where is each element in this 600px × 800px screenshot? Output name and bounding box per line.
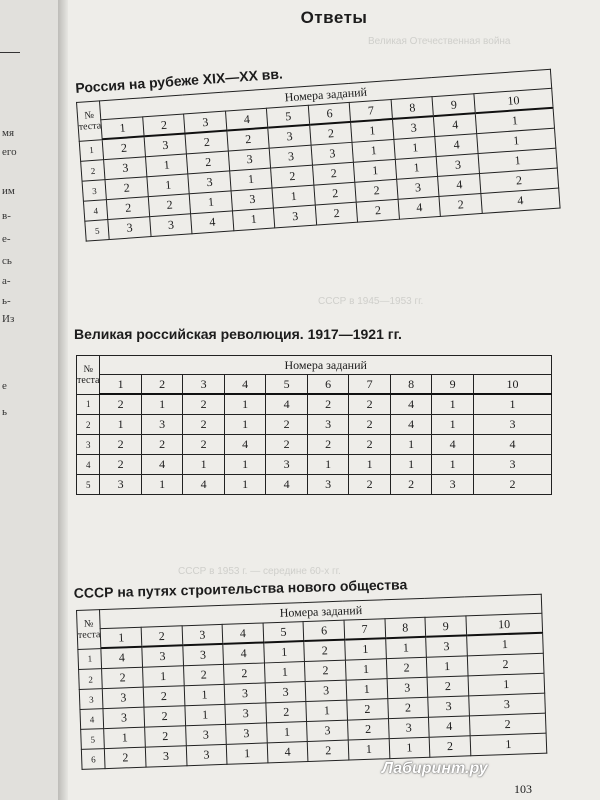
- answer-cell: 2: [347, 699, 388, 720]
- answer-cell: 1: [432, 394, 474, 415]
- answer-cell: 2: [347, 719, 388, 740]
- answer-cell: 1: [141, 475, 183, 495]
- adjacent-page: [0, 0, 59, 800]
- answer-cell: 1: [264, 641, 305, 663]
- left-page-fragment: е-: [2, 233, 11, 245]
- answer-cell: 4: [266, 475, 308, 495]
- task-number: 1: [101, 117, 144, 139]
- answer-cell: 3: [186, 744, 227, 765]
- answer-cell: 1: [143, 666, 184, 687]
- answer-cell: 2: [102, 667, 143, 688]
- answer-cell: 1: [395, 156, 438, 179]
- answer-cell: 2: [473, 475, 551, 495]
- answer-cell: 1: [389, 737, 430, 758]
- answer-cell: 1: [352, 139, 395, 162]
- answer-cell: 2: [349, 435, 391, 455]
- task-number: 10: [466, 613, 543, 635]
- test-number: 5: [81, 729, 105, 750]
- answer-cell: 3: [103, 687, 144, 708]
- answer-cell: 1: [145, 154, 188, 177]
- task-numbers-row: [77, 375, 552, 395]
- answer-cell: 2: [305, 660, 346, 681]
- answer-cell: 2: [467, 653, 544, 676]
- answer-cell: 4: [224, 435, 266, 455]
- answer-cell: 3: [228, 148, 271, 171]
- task-number: 2: [141, 375, 183, 395]
- page-title: Ответы: [300, 8, 368, 27]
- table-row: [77, 394, 552, 415]
- show-through-text: СССР в 1953 г. — середине 60-х гг.: [178, 566, 341, 577]
- book-gutter: [58, 0, 68, 800]
- answer-cell: 1: [475, 108, 554, 134]
- answers-table: [76, 355, 552, 495]
- answer-cell: 3: [274, 205, 317, 228]
- answer-cell: 4: [191, 211, 234, 234]
- answer-cell: 2: [349, 394, 391, 415]
- answer-cell: 2: [469, 713, 546, 736]
- task-number: 9: [425, 616, 466, 637]
- answer-cell: 3: [469, 693, 546, 716]
- answer-cell: 2: [479, 168, 558, 193]
- test-number: 3: [77, 435, 100, 455]
- test-number: 1: [77, 394, 100, 415]
- answer-cell: 3: [270, 145, 313, 168]
- answer-cell: 3: [473, 415, 551, 435]
- task-number: 3: [184, 111, 227, 133]
- answer-cell: 2: [145, 726, 186, 747]
- answer-cell: 2: [100, 455, 142, 475]
- answer-cell: 1: [470, 733, 547, 756]
- answer-cell: 3: [150, 214, 193, 237]
- column-caption: Номера заданий: [100, 356, 552, 375]
- test-number: 6: [81, 749, 105, 770]
- test-number: 5: [77, 475, 100, 495]
- answer-cell: 1: [351, 119, 394, 142]
- test-number: 1: [79, 139, 104, 161]
- answer-cell: 1: [183, 455, 225, 475]
- test-number-header: № теста: [77, 356, 100, 395]
- answer-cell: 3: [225, 703, 266, 724]
- table-row: [77, 435, 552, 455]
- answer-cell: 3: [100, 475, 142, 495]
- answer-cell: 2: [349, 415, 391, 435]
- left-page-rule: [0, 52, 20, 53]
- answer-cell: 3: [428, 696, 469, 717]
- answer-cell: 1: [100, 415, 142, 435]
- answer-cell: 1: [224, 455, 266, 475]
- task-number: 7: [344, 619, 385, 640]
- answer-cell: 1: [468, 673, 545, 696]
- answer-cell: 3: [306, 680, 347, 701]
- answer-cell: 3: [397, 176, 440, 199]
- test-number: 2: [79, 669, 103, 690]
- answer-cell: 3: [182, 644, 223, 666]
- answer-cell: 4: [183, 475, 225, 495]
- answer-cell: 3: [144, 133, 187, 156]
- answer-cell: 3: [307, 415, 349, 435]
- task-number: 3: [183, 375, 225, 395]
- task-number: 6: [303, 620, 344, 641]
- answer-cell: 4: [434, 113, 477, 136]
- answer-cell: 1: [390, 435, 432, 455]
- left-page-fragment: ь: [2, 406, 8, 418]
- answer-cell: 1: [306, 700, 347, 721]
- answer-cell: 3: [226, 723, 267, 744]
- task-number: 8: [390, 375, 432, 395]
- task-number: 5: [266, 375, 308, 395]
- answer-cell: 2: [312, 162, 355, 185]
- answer-cell: 4: [101, 647, 142, 669]
- section-title: Великая российская революция. 1917—1921 гг.: [74, 326, 402, 342]
- answer-cell: 2: [107, 197, 150, 220]
- answer-cell: 2: [429, 736, 470, 757]
- answer-cell: 1: [345, 659, 386, 680]
- answer-cell: 3: [388, 717, 429, 738]
- answer-cell: 2: [103, 136, 146, 159]
- task-number: 8: [385, 617, 426, 638]
- answer-cell: 2: [357, 199, 400, 222]
- task-number: 3: [182, 624, 223, 645]
- left-page-fragment: ь-: [2, 295, 11, 307]
- answer-cell: 2: [266, 435, 308, 455]
- left-page-fragment: е: [2, 380, 7, 392]
- answer-cell: 1: [184, 684, 225, 705]
- answer-cell: 1: [232, 208, 275, 231]
- answer-cell: 1: [473, 394, 551, 415]
- answer-cell: 1: [466, 633, 543, 656]
- answer-cell: 2: [390, 475, 432, 495]
- answer-cell: 2: [183, 435, 225, 455]
- table-row: [77, 455, 552, 475]
- answer-cell: 2: [355, 179, 398, 202]
- test-number: 2: [81, 160, 106, 182]
- column-caption: Номера заданий: [100, 594, 542, 628]
- answer-cell: 2: [148, 194, 191, 217]
- answer-cell: 4: [438, 174, 481, 197]
- answer-cell: 2: [307, 394, 349, 415]
- answer-cell: 1: [264, 662, 305, 683]
- task-number: 1: [100, 375, 142, 395]
- page-number: 103: [514, 782, 532, 796]
- answer-cell: 4: [435, 134, 478, 157]
- task-number: 5: [263, 622, 304, 643]
- table-row: [77, 475, 552, 495]
- answer-cell: 1: [104, 727, 145, 748]
- answer-cell: 1: [427, 656, 468, 677]
- answer-cell: 3: [231, 188, 274, 211]
- answer-cell: 2: [105, 747, 146, 768]
- left-page-fragment: мя: [2, 127, 15, 139]
- task-number: 8: [391, 97, 434, 119]
- answers-table: [76, 594, 547, 770]
- publisher-watermark: Лабиринт.ру: [382, 760, 488, 777]
- answer-cell: 3: [432, 475, 474, 495]
- answer-cell: 1: [394, 137, 437, 160]
- answer-cell: 4: [223, 642, 264, 664]
- answer-cell: 3: [473, 455, 551, 475]
- answer-cell: 3: [142, 645, 183, 667]
- answer-cell: 1: [349, 455, 391, 475]
- answer-cell: 2: [387, 697, 428, 718]
- answer-cell: 2: [307, 435, 349, 455]
- answer-cell: 2: [266, 702, 307, 723]
- answer-cell: 1: [307, 455, 349, 475]
- answer-cell: 1: [185, 704, 226, 725]
- test-number: 2: [77, 415, 100, 435]
- task-number: 10: [473, 375, 551, 395]
- answer-cell: 3: [392, 116, 435, 139]
- answer-cell: 3: [188, 171, 231, 194]
- answer-cell: 3: [387, 677, 428, 698]
- answer-cell: 2: [271, 165, 314, 188]
- answer-cell: 3: [265, 682, 306, 703]
- answer-cell: 4: [390, 415, 432, 435]
- left-page-fragment: а-: [2, 275, 11, 287]
- answer-cell: 2: [187, 151, 230, 174]
- answer-cell: 3: [426, 635, 467, 657]
- answer-cell: 3: [104, 157, 147, 180]
- answer-cell: 1: [348, 739, 389, 760]
- task-number: 2: [141, 626, 182, 647]
- answer-cell: 3: [103, 707, 144, 728]
- answer-cell: 1: [224, 394, 266, 415]
- table-row: [77, 415, 552, 435]
- test-number: 1: [78, 648, 102, 669]
- answer-cell: 4: [267, 741, 308, 762]
- answer-cell: 1: [345, 638, 386, 660]
- show-through-text: СССР в 1945—1953 гг.: [318, 296, 424, 307]
- answer-cell: 4: [481, 188, 560, 213]
- answer-cell: 2: [144, 706, 185, 727]
- answer-cell: 2: [100, 435, 142, 455]
- answer-cell: 2: [183, 664, 224, 685]
- answer-cell: 2: [386, 657, 427, 678]
- task-number: 1: [101, 627, 142, 648]
- column-caption: Номера заданий: [100, 69, 552, 119]
- answer-cell: 2: [183, 415, 225, 435]
- left-page-fragment: сь: [2, 255, 12, 267]
- answer-cell: 3: [141, 415, 183, 435]
- answer-cell: 1: [226, 743, 267, 764]
- answer-cell: 2: [308, 740, 349, 761]
- answer-cell: 1: [477, 128, 556, 153]
- answer-cell: 1: [354, 159, 397, 182]
- test-number: 5: [85, 220, 110, 242]
- test-number: 3: [82, 180, 107, 202]
- answer-cell: 2: [227, 128, 270, 151]
- answer-cell: 1: [266, 722, 307, 743]
- answer-cell: 2: [349, 475, 391, 495]
- left-page-fragment: его: [2, 146, 17, 158]
- answer-cell: 2: [100, 394, 142, 415]
- show-through-text: Великая Отечественная война: [368, 36, 511, 47]
- task-number: 7: [350, 100, 393, 122]
- answer-cell: 2: [439, 193, 482, 216]
- answer-cell: 4: [398, 196, 441, 219]
- task-number: 9: [432, 375, 474, 395]
- answer-cell: 3: [145, 746, 186, 767]
- answer-cell: 2: [183, 394, 225, 415]
- task-number: 7: [349, 375, 391, 395]
- answers-table: [76, 69, 561, 242]
- answer-cell: 3: [311, 142, 354, 165]
- answer-cell: 2: [185, 131, 228, 154]
- test-number-header: № теста: [77, 610, 102, 649]
- answer-cell: 1: [432, 415, 474, 435]
- answer-cell: 1: [346, 679, 387, 700]
- test-number: 3: [79, 689, 103, 710]
- task-number: 4: [224, 375, 266, 395]
- task-number: 10: [474, 88, 553, 113]
- answer-cell: 1: [224, 475, 266, 495]
- answer-cell: 2: [141, 435, 183, 455]
- task-number: 4: [222, 623, 263, 644]
- test-number: 4: [80, 709, 104, 730]
- section-title: СССР на путях строительства нового общества: [73, 576, 408, 601]
- answer-cell: 2: [224, 663, 265, 684]
- left-page-fragment: им: [2, 185, 15, 197]
- answer-cell: 3: [224, 683, 265, 704]
- answer-cell: 4: [432, 435, 474, 455]
- answer-cell: 1: [478, 148, 557, 173]
- section-title: Россия на рубеже XIX—XX вв.: [74, 65, 284, 96]
- answer-cell: 1: [224, 415, 266, 435]
- task-number: 5: [267, 105, 310, 127]
- answer-cell: 4: [473, 435, 551, 455]
- left-page-fragment: в-: [2, 210, 11, 222]
- answer-cell: 1: [385, 637, 426, 659]
- answer-cell: 1: [230, 168, 273, 191]
- test-number: 4: [77, 455, 100, 475]
- answer-cell: 1: [432, 455, 474, 475]
- test-number-header: № теста: [77, 101, 103, 141]
- answer-cell: 4: [266, 394, 308, 415]
- answer-cell: 3: [268, 125, 311, 148]
- task-number: 4: [225, 108, 268, 130]
- answer-cell: 1: [147, 174, 190, 197]
- answer-cell: 2: [266, 415, 308, 435]
- answer-cell: 1: [272, 185, 315, 208]
- task-number: 6: [307, 375, 349, 395]
- answer-cell: 3: [437, 154, 480, 177]
- answer-cell: 2: [143, 686, 184, 707]
- answer-cell: 2: [314, 182, 357, 205]
- answers-page: [68, 0, 600, 800]
- answer-cell: 1: [141, 394, 183, 415]
- answer-cell: 4: [390, 394, 432, 415]
- left-page-fragment: Из: [2, 313, 15, 325]
- table-header-row: [77, 356, 552, 375]
- answer-cell: 3: [307, 720, 348, 741]
- answer-cell: 3: [108, 217, 151, 240]
- answer-cell: 1: [390, 455, 432, 475]
- answer-cell: 2: [427, 676, 468, 697]
- answer-cell: 2: [310, 122, 353, 145]
- answer-cell: 3: [307, 475, 349, 495]
- answer-cell: 2: [304, 640, 345, 662]
- answer-cell: 2: [105, 177, 148, 200]
- answer-cell: 3: [185, 724, 226, 745]
- answer-cell: 3: [266, 455, 308, 475]
- answer-cell: 1: [190, 191, 233, 214]
- answer-cell: 4: [429, 716, 470, 737]
- task-number: 2: [143, 114, 186, 136]
- answer-cell: 4: [141, 455, 183, 475]
- test-number: 4: [83, 200, 108, 222]
- answer-cell: 2: [315, 202, 358, 225]
- task-number: 9: [432, 94, 475, 116]
- task-number: 6: [308, 102, 351, 124]
